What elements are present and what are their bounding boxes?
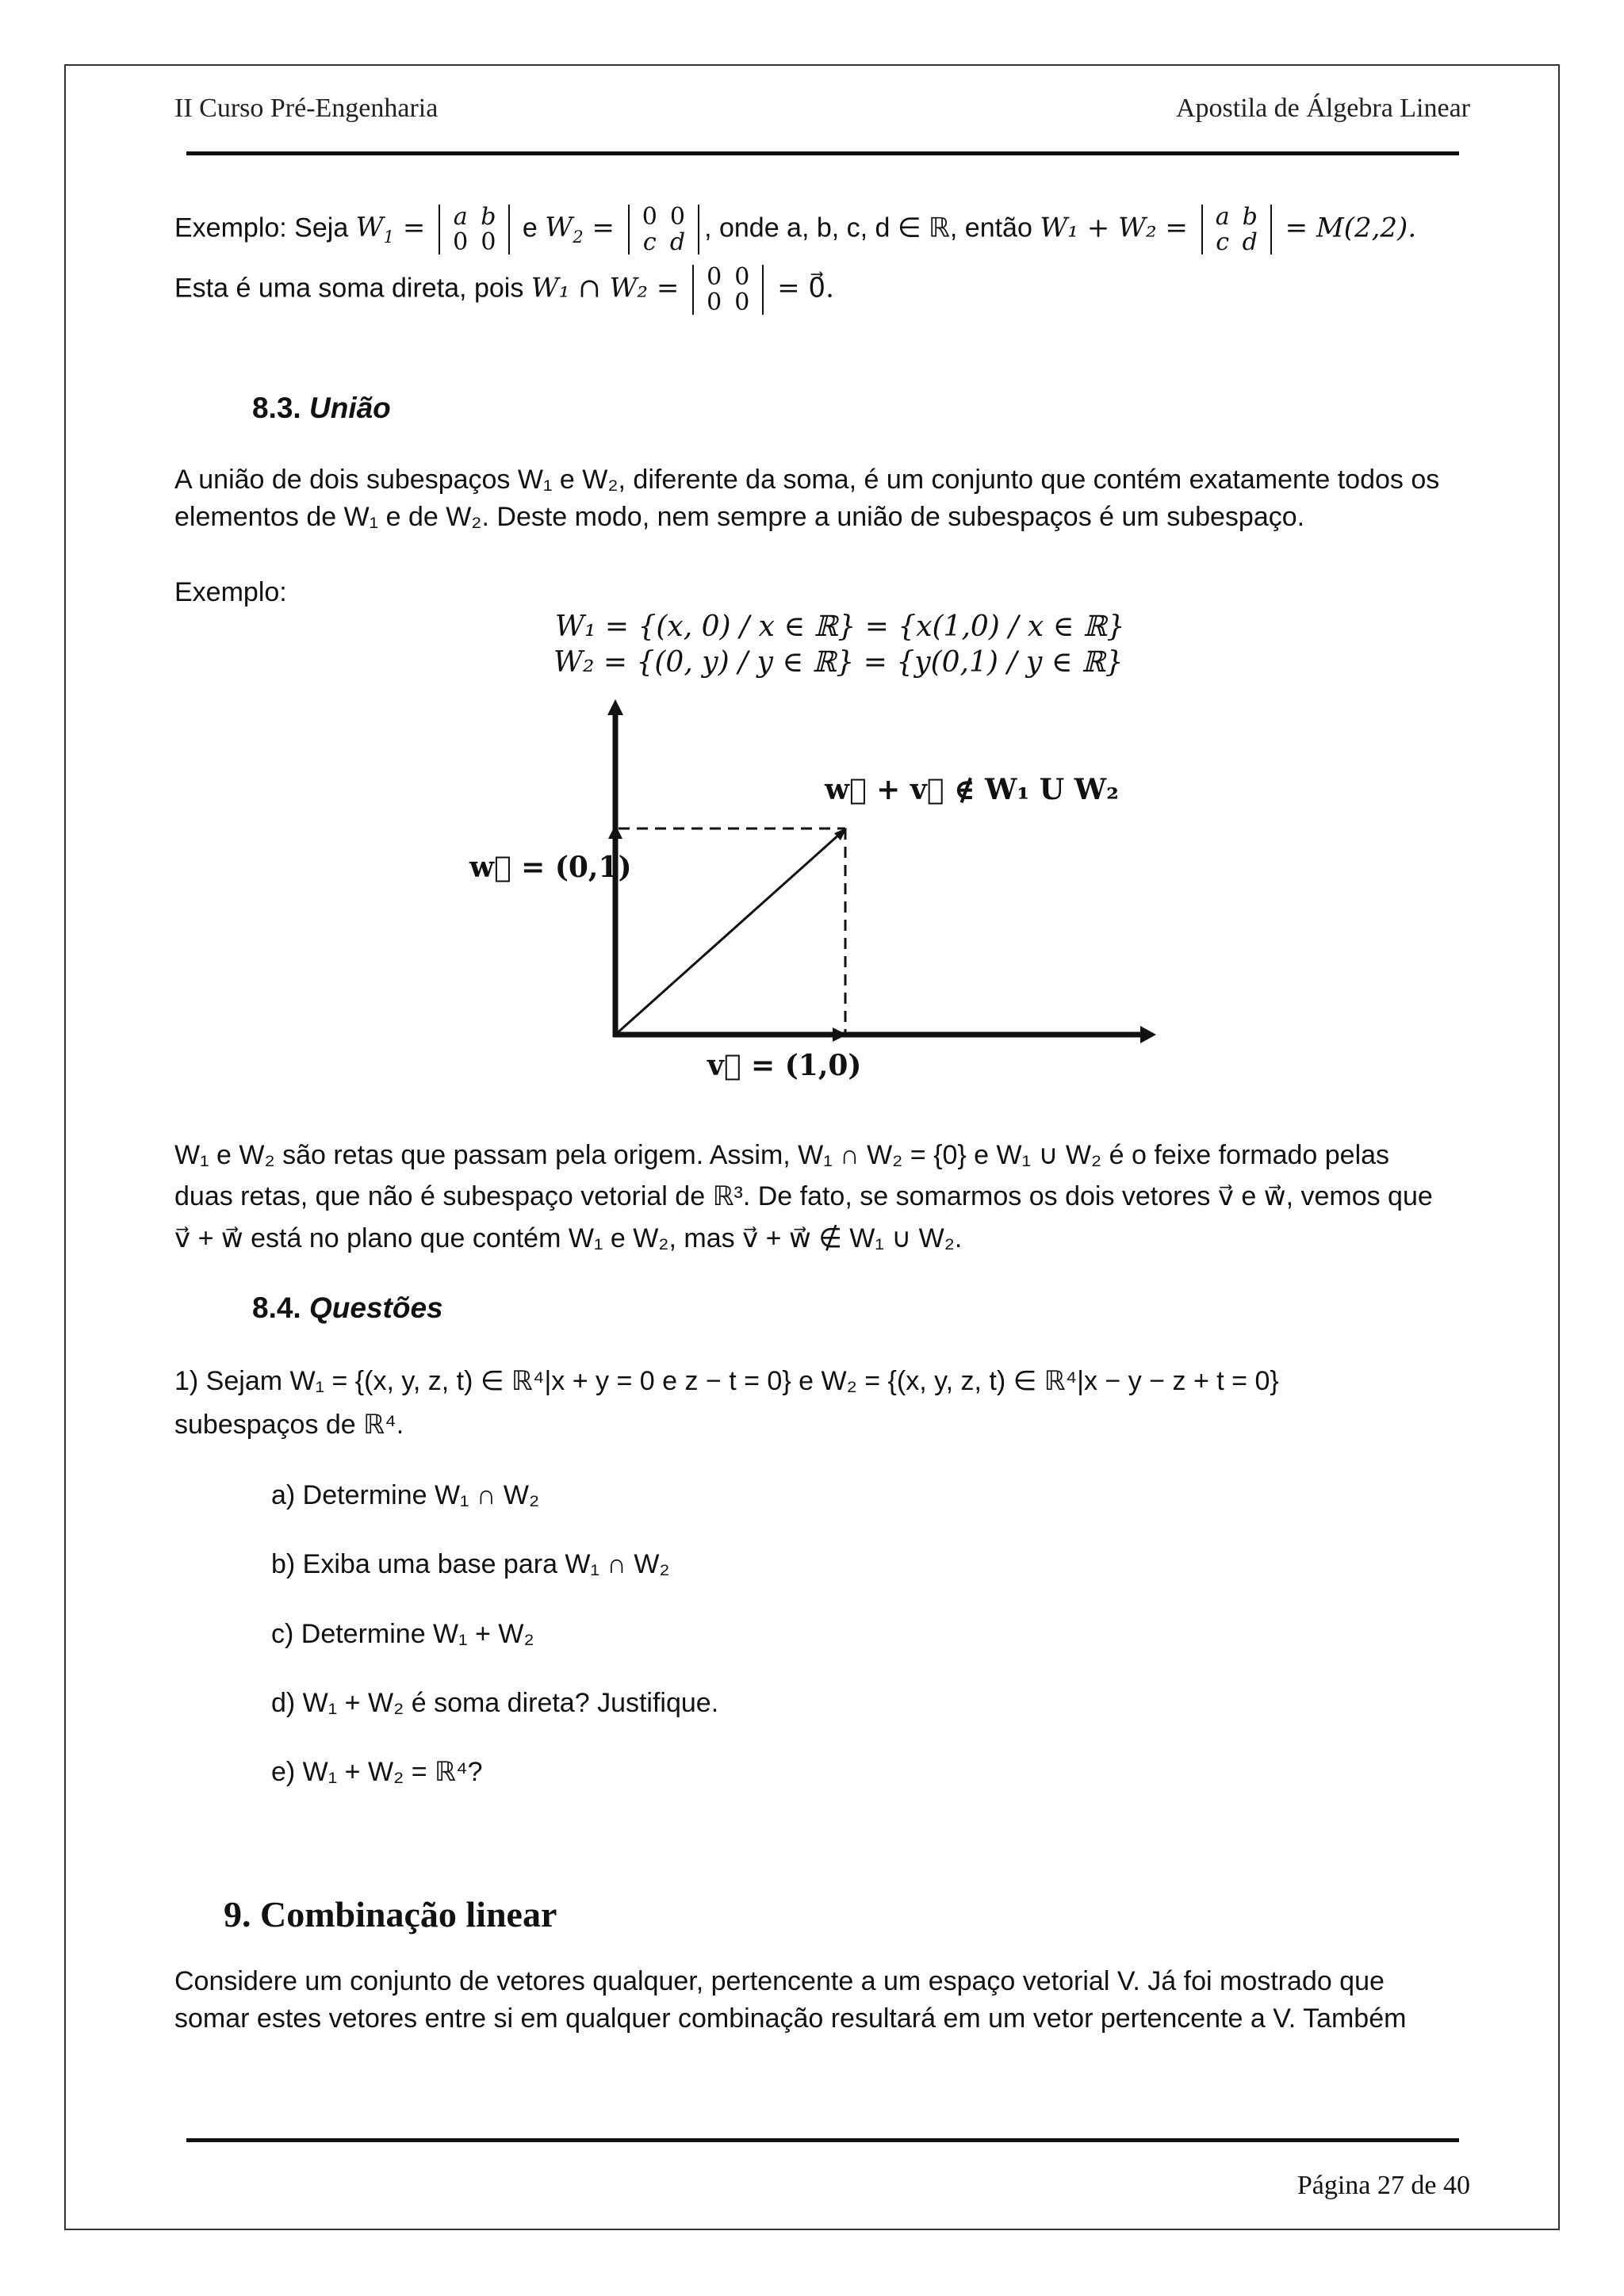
matrix-w2: 0 0 c d [628,205,699,254]
after-fig-line-2: duas retas, que não é subespaço vetorial de ℝ³. De fato, se somarmos os dois vetores v⃗ e w⃗, vemos que [174,1181,1433,1211]
question-1-line-2: subespaços de ℝ⁴. [174,1410,404,1440]
sec83-para-line-1: A união de dois subespaços W₁ e W₂, diferente da soma, é um conjunto que contém exatamente todos os [174,465,1440,495]
y-axis-arrow [607,699,623,715]
equation-w1: W₁ = {(x, 0) / x ∈ ℝ} = {x(1,0) / x ∈ ℝ} [555,610,1125,643]
example-line-2: Esta é uma soma direta, pois W₁ ∩ W₂ = 0 0 0 0 = 0⃗. [174,263,834,316]
after-fig-line-3: v⃗ + w⃗ está no plano que contém W₁ e W₂, mas v⃗ + w⃗ ∉ W₁ ∪ W₂. [174,1223,963,1253]
label-v-vector: v⃗ = (1,0) [707,1049,862,1082]
question-item-a: a) Determine W₁ ∩ W₂ [271,1480,540,1510]
x-axis-arrow [1140,1026,1156,1043]
sec9-para-line-2: somar estes vetores entre si em qualquer combinação resultará em um vetor pertencente a V. Também [174,2003,1407,2034]
section-8-3-heading: 8.3. União [252,392,391,424]
after-fig-line-1: W₁ e W₂ são retas que passam pela origem. Assim, W₁ ∩ W₂ = {0} e W₁ ∪ W₂ é o feixe formado pelas [174,1140,1390,1170]
footer-rule [186,2138,1459,2142]
header-left: II Curso Pré-Engenharia [174,94,439,123]
w-vector-arrow [608,825,622,839]
equation-w2: W₂ = {(0, y) / y ∈ ℝ} = {y(0,1) / y ∈ ℝ} [553,646,1124,679]
matrix-w1: a b 0 0 [439,205,510,254]
sum-vector [615,833,841,1035]
example-line-1: Exemplo: Seja $W_1$ = a b 0 0 e $W_2$ = 0 0 c d , onde a, b, c, d ∈ ℝ, então W₁ + W₂ = a b c d = M(2,2). [174,203,1417,256]
label-sum-not-in-union: w⃗ + v⃗ ∉ W₁ U W₂ [825,773,1119,806]
question-item-c: c) Determine W₁ + W₂ [271,1619,534,1649]
matrix-sum: a b c d [1201,205,1272,254]
question-item-d: d) W₁ + W₂ é soma direta? Justifique. [271,1688,719,1718]
question-item-b: b) Exiba uma base para W₁ ∩ W₂ [271,1549,670,1579]
sec83-para-line-2: elementos de W₁ e de W₂. Deste modo, nem sempre a união de subespaços é um subespaço. [174,502,1305,532]
section-8-4-heading: 8.4. Questões [252,1292,443,1324]
label-w-vector: w⃗ = (0,1) [469,851,632,884]
question-item-e: e) W₁ + W₂ = ℝ⁴? [271,1757,483,1787]
matrix-zero: 0 0 0 0 [692,265,764,315]
sec9-para-line-1: Considere um conjunto de vetores qualquer, pertencente a um espaço vetorial V. Já foi mostrado que [174,1966,1385,1996]
question-1-line-1: 1) Sejam W₁ = {(x, y, z, t) ∈ ℝ⁴|x + y = 0 e z − t = 0} e W₂ = {(x, y, z, t) ∈ ℝ⁴|x − y − z + t = 0} [174,1366,1279,1396]
header-right: Apostila de Álgebra Linear [1175,94,1470,123]
page-number: Página 27 de 40 [1297,2171,1470,2200]
section-9-heading: 9. Combinação linear [224,1894,557,1934]
example-label: Exemplo: [174,577,287,607]
